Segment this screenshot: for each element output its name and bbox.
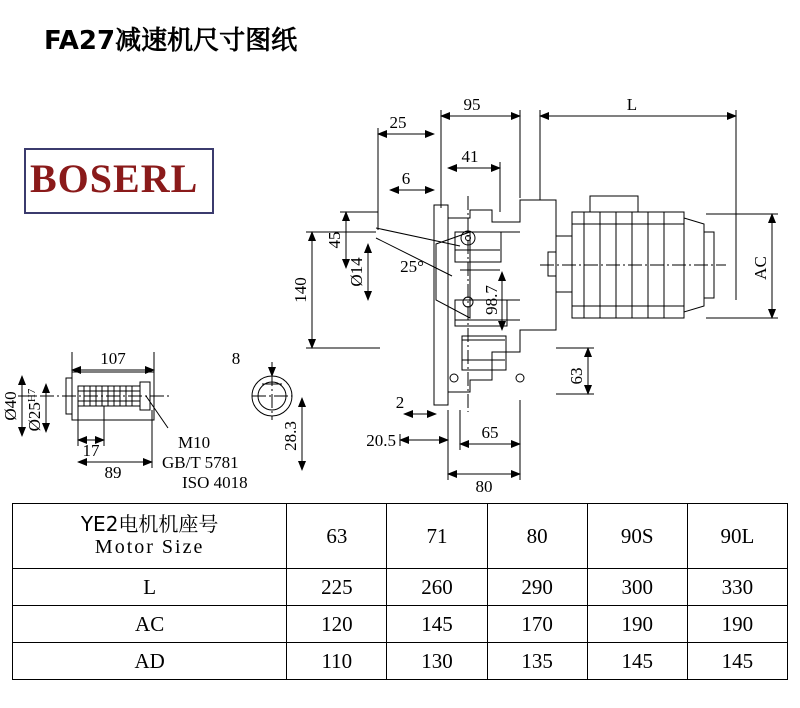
cell-l-63: 225: [287, 569, 387, 606]
motor-size-label-en: Motor Size: [94, 536, 205, 558]
spec-table: [12, 503, 788, 680]
cell-size-63: 63: [287, 504, 387, 569]
dim-98-7: 98.7: [482, 285, 501, 315]
dim-89: 89: [104, 463, 122, 482]
dim-25: 25: [389, 113, 407, 132]
cell-size-80: 80: [487, 504, 587, 569]
note-gbt: GB/T 5781: [162, 453, 239, 472]
dim-6: 6: [401, 169, 411, 188]
cell-ac-90l: 190: [687, 606, 787, 643]
dim-AC: AC: [751, 256, 770, 280]
row-label-ac: AC: [13, 606, 287, 643]
dim-17: 17: [82, 441, 100, 460]
note-iso: ISO 4018: [182, 473, 248, 492]
page-title: FA27减速机尺寸图纸: [44, 26, 298, 56]
row-label-l: L: [13, 569, 287, 606]
dim-41: 41: [461, 147, 479, 166]
dim-80: 80: [475, 477, 493, 496]
cell-l-71: 260: [387, 569, 487, 606]
dim-L: L: [626, 95, 638, 114]
table-row: [13, 606, 788, 643]
dim-20-5: 20.5: [366, 431, 396, 450]
dim-65: 65: [481, 423, 499, 442]
dim-63: 63: [567, 367, 586, 385]
cell-size-90s: 90S: [587, 504, 687, 569]
row-label-ad: AD: [13, 643, 287, 680]
cell-ad-90s: 145: [587, 643, 687, 680]
note-m10: M10: [178, 433, 211, 452]
cell-ac-90s: 190: [587, 606, 687, 643]
cell-ac-80: 170: [487, 606, 587, 643]
table-row: [13, 569, 788, 606]
motor-size-label: [13, 504, 287, 569]
cell-ad-71: 130: [387, 643, 487, 680]
cell-ac-71: 145: [387, 606, 487, 643]
dim-140: 140: [291, 277, 310, 303]
table-row: [13, 504, 788, 569]
dim-8: 8: [231, 349, 241, 368]
dim-d14: Ø14: [347, 257, 366, 287]
dim-angle-25: 25°: [400, 257, 424, 276]
logo-text: BOSERL: [30, 156, 199, 201]
cell-l-90l: 330: [687, 569, 787, 606]
table-row: [13, 643, 788, 680]
cell-ac-63: 120: [287, 606, 387, 643]
cell-size-90l: 90L: [687, 504, 787, 569]
motor-size-label-cn: YE2电机机座号: [80, 512, 219, 536]
cell-l-90s: 300: [587, 569, 687, 606]
dim-45: 45: [325, 231, 344, 249]
dim-2: 2: [395, 393, 405, 412]
dim-107: 107: [100, 349, 126, 368]
dim-d40: Ø40: [1, 391, 20, 421]
dim-95: 95: [463, 95, 481, 114]
cell-ad-63: 110: [287, 643, 387, 680]
dim-d25h7: $Ø25^{H7}$: [25, 388, 44, 432]
cell-ad-90l: 145: [687, 643, 787, 680]
dim-28-3: 28.3: [281, 421, 300, 451]
cell-ad-80: 135: [487, 643, 587, 680]
cell-size-71: 71: [387, 504, 487, 569]
cell-l-80: 290: [487, 569, 587, 606]
